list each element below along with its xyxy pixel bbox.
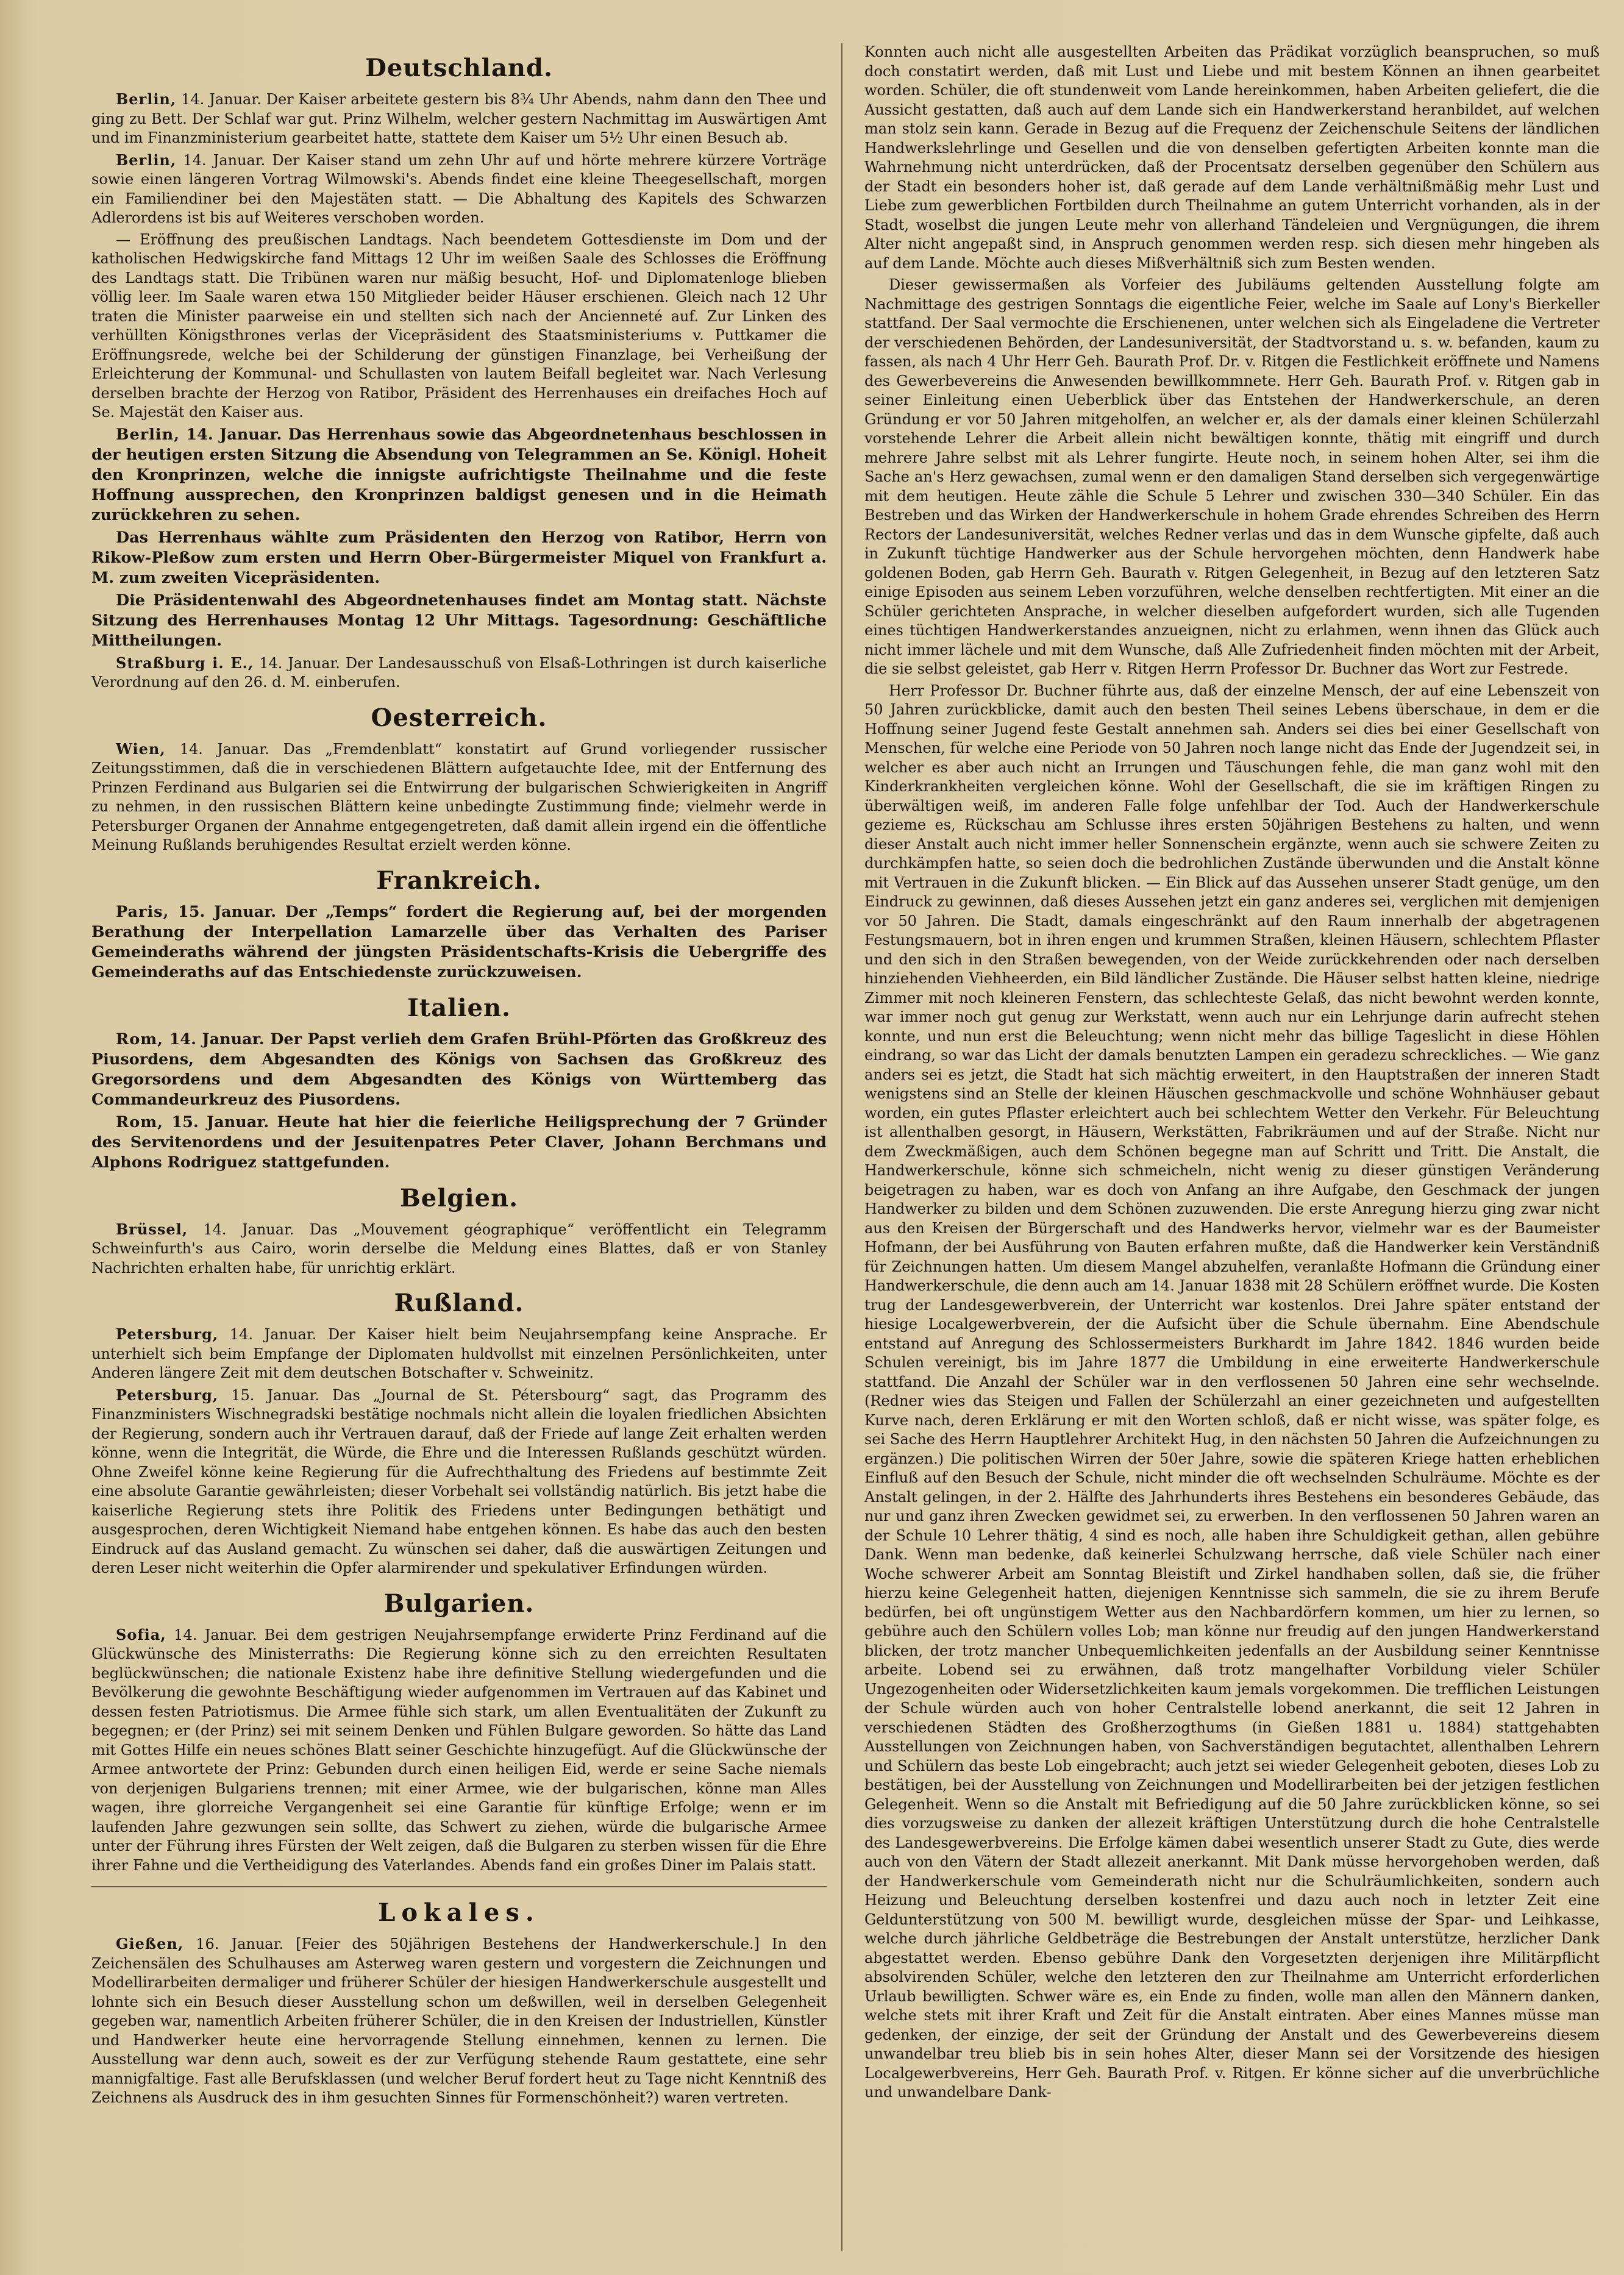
article-text: Die Präsidentenwahl des Abgeordnetenhauses findet am Montag statt. Nächste Sitzung des Herrenhauses Montag 12 Uhr Mittags. Tagesordnung: Geschäftliche Mittheilungen. — [91, 591, 827, 650]
section-heading: Deutschland. — [365, 54, 553, 82]
dateline: Sofia, — [116, 1625, 166, 1643]
dateline: Berlin, — [116, 425, 180, 444]
article-text: 14. Januar. Der Kaiser arbeitete gestern bis 8¾ Uhr Abends, nahm dann den Thee und ging zu Bett. Der Schlaf war gut. Prinz Wilhelm, welcher gestern Nachmittag im Auswärtigen Amt und im Finanzministerium gearbeitet hatte, stattete dem Kaiser um 5½ Uhr einen Besuch ab. — [91, 91, 827, 146]
article-paragraph — [91, 591, 827, 651]
section-rule — [91, 1886, 827, 1887]
article-text: 14. Januar. Der Kaiser stand um zehn Uhr auf und hörte mehrere kürzere Vorträge sowie einen längeren Vortrag Wilmowski's. Abends findet eine kleine Theegesellschaft, morgen ein Familiendiner bei den Majestäten statt. — Die Abhaltung des Kapitels des Schwarzen Adlerordens ist bis auf Weiteres verschoben worden. — [91, 151, 827, 226]
article-paragraph — [91, 1113, 827, 1173]
article-paragraph — [91, 1030, 827, 1110]
section-heading: Belgien. — [399, 1183, 519, 1212]
article-text: 14. Januar. Das Herrenhaus sowie das Abgeordnetenhaus beschlossen in der heutigen ersten Sitzung die Absendung von Telegrammen an Se. Königl. Hoheit den Kronprinzen, welche die innigste aufrichtigste Theilnahme und die feste Hoffnung aussprechen, den Kronprinzen baldigst genesen und in die Heimath zurückkehren zu sehen. — [91, 425, 827, 524]
article-paragraph — [91, 230, 827, 422]
section-heading: Frankreich. — [376, 866, 542, 895]
article-paragraph: Dieser gewissermaßen als Vorfeier des Jubiläums geltenden Ausstellung folgte am Nachmittage des gestrigen Sonntags die eigentliche Feier, welche im Saale auf Lony's Bierkeller stattfand. Der Saal vermochte die Erschienenen, unter welchen sich als Eingeladene die Vertreter der verschiedenen Behörden, der Landesuniversität, der Stadtvorstand u. s. w. befanden, kaum zu fassen, als nach 4 Uhr Herr Geh. Baurath Prof. Dr. v. Ritgen die Festlichkeit eröffnete und Namens des Gewerbevereins die Anwesenden bewillkommnete. Herr Geh. Baurath Prof. v. Ritgen gab in seiner Einleitung einen Ueberblick über das Entstehen der Handwerkerschule, an deren Gründung er vor 50 Jahren mitgeholfen, an welcher er, als der damals einer kleinen Schülerzahl vorstehende Lehrer die Arbeit allein nicht bewältigen konnte, thätig mit eingriff und durch mehrere Jahre selbst mit als Lehrer fungirte. Heute noch, in seinem hohen Alter, sei ihm die Sache an's Herz gewachsen, zumal wenn er den damaligen Stand derselben sich vergegenwärtige mit dem heutigen. Heute zähle die Schule 5 Lehrer und zwischen 330—340 Schüler. Ein das Bestreben und das Wirken der Handwerkerschule in hohem Grade ehrendes Schreiben des Herrn Rectors der Landesuniversität, welches Redner verlas und das in dem Wunsche gipfelte, daß auch in Zukunft tüchtige Handwerker aus der Schule hervorgehen möchten, denn Handwerk habe goldenen Boden, gab Herrn Geh. Baurath v. Ritgen Gelegenheit, in Bezug auf den letzteren Satz einige Episoden aus seinem Leben vorzuführen, welche denselben rechtfertigten. Mit einer an die Schüler gerichteten Ansprache, in welcher dieselben aufgefordert wurden, sich alle Tugenden eines tüchtigen Handwerkerstandes anzueignen, nicht zu erlahmen, wenn ihnen das Glück auch nicht immer lächele und mit dem Wunsche, daß Alle Zufriedenheit finden möchten mit der Arbeit, die sie selbst geleistet, gab Herr v. Ritgen Herrn Professor Dr. Buchner das Wort zur Festrede. — [864, 276, 1600, 677]
article-text: — Eröffnung des preußischen Landtags. Nach beendetem Gottesdienste im Dom und der katholischen Hedwigskirche fand Mittags 12 Uhr im weißen Saale des Schlosses die Eröffnung des Landtags statt. Die Tribünen waren nur mäßig besucht, Hof- und Diplomatenloge blieben völlig leer. Im Saale waren etwa 150 Mitglieder beider Häuser erschienen. Gleich nach 12 Uhr traten die Minister paarweise ein und stellten sich nach der Ancienneté auf. Zur Linken des verhüllten Königsthrones verlas der Vicepräsident des Staatsministeriums v. Puttkamer die Eröffnungsrede, welche bei der Schilderung der günstigen Finanzlage, bei Verheißung der Erleichterung der Kommunal- und Schullasten von lautem Beifall begleitet war. Nach Verlesung derselben brachte der Herzog von Ratibor, Präsident des Herrenhauses ein dreifaches Hoch auf Se. Majestät den Kaiser aus. — [91, 230, 827, 421]
article-text: 14. Januar. Das „Mouvement géographique“ veröffentlicht ein Telegramm Schweinfurth's aus Cairo, worin derselbe die Meldung eines Blattes, daß er von Stanley Nachrichten erhalten habe, für unrichtig erklärt. — [91, 1220, 827, 1276]
section-heading: Rußland. — [394, 1289, 524, 1317]
dateline: Petersburg, — [116, 1386, 219, 1404]
article-paragraph — [91, 1625, 827, 1876]
article-text: 15. Januar. Das „Journal de St. Pétersbourg“ sagt, das Programm des Finanzministers Wischnegradski bestätige nochmals nicht allein die loyalen friedlichen Absichten der Regierung, sondern auch ihr Vertrauen darauf, daß der Friede auf lange Zeit erhalten werden könne, wenn die Integrität, die Würde, die Ehre und die Interessen Rußlands geschützt würden. Ohne Zweifel könne keine Regierung für die Aufrechthaltung des Friedens auf bestimmte Zeit eine absolute Garantie gewährleisten; dieser Vorbehalt sei vollständig natürlich. Bis jetzt habe die kaiserliche Regierung stets ihre Politik des Friedens unter Bedingungen bethätigt und ausgesprochen, deren Wichtigkeit Niemand habe entgehen können. Es habe das auch den besten Eindruck auf das Ausland gemacht. Zu wünschen sei daher, daß die auswärtigen Zeitungen und deren Leser nicht weiterhin die Opfer alarmirender und spekulativer Erfindungen würden. — [91, 1386, 827, 1576]
article-paragraph — [91, 1386, 827, 1578]
dateline: Rom, — [116, 1113, 164, 1131]
article-paragraph — [91, 1220, 827, 1278]
article-paragraph — [91, 528, 827, 588]
dateline: Brüssel, — [116, 1220, 188, 1238]
article-text: 14. Januar. Der Landesausschuß von Elsaß-Lothringen ist durch kaiserliche Verordnung auf den 26. d. M. einberufen. — [91, 654, 827, 691]
article-text: 15. Januar. Heute hat hier die feierliche Heiligsprechung der 7 Gründer des Servitenordens und der Jesuitenpatres Peter Claver, Johann Berchmans und Alphons Rodriguez stattgefunden. — [91, 1113, 827, 1172]
article-text: 15. Januar. Der „Temps“ fordert die Regierung auf, bei der morgenden Berathung der Interpellation Lamarzelle über das Verhalten des Pariser Gemeinderaths während der jüngsten Präsidentschafts-Krisis die Uebergriffe des Gemeinderaths auf das Entschiedenste zurückzuweisen. — [91, 902, 827, 981]
article-text: 14. Januar. Der Papst verlieh dem Grafen Brühl-Pförten das Großkreuz des Piusordens, dem Abgesandten des Königs von Sachsen das Großkreuz des Gregorsordens und dem Abgesandten des Königs von Württemberg das Commandeurkreuz des Piusordens. — [91, 1030, 827, 1109]
article-paragraph — [91, 653, 827, 692]
article-text: 14. Januar. Der Kaiser hielt beim Neujahrsempfang keine Ansprache. Er unterhielt sich beim Empfange der Diplomaten huldvollst mit einzelnen Persönlichkeiten, unter Anderen längere Zeit mit dem deutschen Botschafter v. Schweinitz. — [91, 1326, 827, 1381]
article-paragraph: Herr Professor Dr. Buchner führte aus, daß der einzelne Mensch, der auf eine Lebenszeit von 50 Jahren zurückblicke, damit auch den besten Theil seines Lebens überschaue, in dem er die Hoffnung seiner Jugend feste Gestalt annehmen sah. Anders sei dies bei einer Gesellschaft von Menschen, für welche eine Periode von 50 Jahren noch lange nicht das Ende der Jugendzeit sei, in welcher es aber auch nicht an Irrungen und Täuschungen fehle, die man ganz wohl mit den Kinderkrankheiten vergleichen könne. Wohl der Gesellschaft, die sie im kräftigen Ringen zu überwältigen weiß, im anderen Falle folge unfehlbar der Tod. Auch der Handwerkerschule gezieme es, Rückschau am Schlusse ihres ersten 50jährigen Bestehens zu halten, und wenn dieser Anstalt auch nicht immer heller Sonnenschein ergänzte, wenn auch sie schwere Zeiten zu durchkämpfen hatte, so seien doch die bedrohlichen Zustände überwunden und die Anstalt könne mit Vertrauen in die Zukunft blicken. — Ein Blick auf das Aussehen unserer Stadt genüge, um den Eindruck zu gewinnen, daß dieses Aussehen jetzt ein ganz anderes sei, verglichen mit demjenigen vor 50 Jahren. Die Stadt, damals eingeschränkt auf den Raum innerhalb der abgetragenen Festungsmauern, bot in ihren engen und krummen Straßen, kleinen Häusern, schlechtem Pflaster und den sich in den Straßen bewegenden, von der Weide zurückkehrenden oder nach derselben hinziehenden Viehheerden, ein Bild ländlicher Zustände. Die Häuser selbst hatten kleine, niedrige Zimmer mit noch kleineren Fenstern, das schlechteste Gelaß, das nicht bewohnt werden konnte, war immer noch gut genug zur Werkstatt, wenn auch nur ein Lehrjunge darin aufrecht stehen konnte, und nun erst die Beleuchtung; wenn nicht mehr das billige Tageslicht in diese Höhlen eindrang, so war das Licht der damals benutzten Lampen ein geradezu schreckliches. — Wie ganz anders sei es jetzt, die Stadt hat sich mächtig erweitert, in den Hauptstraßen der inneren Stadt wenigstens sind an Stelle der kleinen Häuschen geschmackvolle und schöne Wohnhäuser gebaut worden, ein gutes Pflaster erleichtert auch bei schlechtem Wetter den Verkehr. Für Beleuchtung ist allenthalben gesorgt, in Häusern, Werkstätten, Fabrikräumen und auf der Straße. Nicht nur dem Zweckmäßigen, auch dem Schönen begegne man auf Schritt und Tritt. Die Anstalt, die Handwerkerschule, könne sich schmeicheln, nicht wenig zu dieser günstigen Veränderung beigetragen zu haben, war es doch von Anfang an ihre Aufgabe, den Geschmack der jungen Handwerker zu bilden und dem Schönen zuzuwenden. Die erste Anregung hierzu ging zwar nicht aus den Kreisen der Bürgerschaft und des Handwerks hervor, vielmehr war es der Baumeister Hofmann, der bei Ausführung von Bauten erfahren mußte, daß die Handwerker kein Verständniß für Zeichnungen hatten. Um diesem Mangel abzuhelfen, veranlaßte Hofmann die Gründung einer Handwerkerschule, die denn auch am 14. Januar 1838 mit 28 Schülern eröffnet wurde. Die Kosten trug der Landesgewerbverein, der Unterricht war kostenlos. Drei Jahre später entstand der hiesige Localgewerbverein, der die Aufsicht über die Schule übernahm. Eine Abendschule entstand auf Anregung des Schlossermeisters Burkhardt im Jahre 1842. 1846 wurden beide Schulen vereinigt, bis im Jahre 1877 die Umbildung in eine erweiterte Handwerkerschule stattfand. Die Anzahl der Schüler war in den verflossenen 50 Jahren eine sehr wechselnde. (Redner wies das Steigen und Fallen der Schülerzahl an einer gezeichneten und aufgestellten Kurve nach, deren Erklärung er mit den Worten schloß, daß er nicht wisse, was später folge, es sei Sache des Herrn Hauptlehrer Architekt Hug, in den nächsten 50 Jahren die Aufzeichnungen zu ergänzen.) Die politischen Wirren der 50er Jahre, sowie die späteren Kriege hatten erheblichen Einfluß auf den Besuch der Schule, nicht minder die oft wechselnden Schulräume. Möchte es der Anstalt gelingen, in der 2. Hälfte des Jahrhunderts ihres Bestehens ein besonderes Gebäude, das nur und ganz ihren Zwecken gewidmet sei, zu erwerben. In den verflossenen 50 Jahren waren an der Schule 10 Lehrer thätig, 4 sind es noch, alle haben ihre Schuldigkeit gethan, allen gebühre Dank. Wenn man bedenke, daß keinerlei Schulzwang herrsche, daß viele Schüler nach einer Woche schwerer Arbeit am Sonntag Bleistift und Zirkel handhaben sollen, daß sie, die früher hierzu keine Gelegenheit hatten, diejenigen Kenntnisse sich sammeln, die sie zu ihrem Berufe bedürfen, bei oft ungünstigem Wetter aus den Nachbardörfern kommen, um hier zu lernen, so gebühre auch den Schülern volles Lob; man könne nur freudig auf den jungen Handwerkerstand blicken, der trotz mancher Unbequemlichkeiten jedenfalls an der Ausbildung seiner Kenntnisse arbeite. Lobend sei zu erwähnen, daß trotz mangelhafter Vorbildung vieler Schüler Ungezogenheiten oder Widersetzlichkeiten kaum jemals vorgekommen. Die trefflichen Leistungen der Schule würden auch von hoher Centralstelle lobend anerkannt, die seit 12 Jahren in verschiedenen Städten des Großherzogthums (in Gießen 1881 u. 1884) stattgehabten Ausstellungen von Zeichnungen haben, von Sachverständigen begutachtet, allenthalben Lehrern und Schülern das beste Lob eingebracht; auch jetzt sei wieder Gelegenheit geboten, dieses Lob zu bestätigen, bei der Ausstellung von Zeichnungen und Modellirarbeiten bei der jetzigen festlichen Gelegenheit. Wenn so die Anstalt mit Befriedigung auf die 50 Jahre zurückblicken könne, so sei dies vorzugsweise zu danken der allezeit kräftigen Unterstützung durch die hohe Centralstelle des Landesgewerbvereins. Die Erfolge kämen dabei wesentlich unserer Stadt zu Gute, dies werde auch von den Vätern der Stadt allezeit anerkannt. Mit Dank müsse hervorgehoben werden, daß der Handwerkerschule vom Gemeinderath nicht nur die Schulräumlichkeiten, sondern auch Heizung und Beleuchtung derselben kostenfrei und dazu auch noch in letzter Zeit eine Geldunterstützung von 500 M. bewilligt wurde, desgleichen müsse der Spar- und Leihkasse, welche durch jährliche Geldbeträge die Bestrebungen der Anstalt unterstütze, herzlicher Dank abgestattet werden. Ebenso gebühre Dank den Vorgesetzten derjenigen ihre Militärpflicht absolvirenden Schüler, welche den letzteren den zur Theilnahme am Unterricht erforderlichen Urlaub bewilligten. Schwer wäre es, ein Ende zu finden, wolle man allen den Männern danken, welche stets mit ihrer Kraft und Zeit für die Anstalt eintraten. Aber eines Mannes müsse man gedenken, der einzige, der seit der Gründung der Anstalt und des Gewerbevereins diesem unwandelbar treu blieb bis in sein hohes Alter, dieser Mann sei der Vorsitzende des hiesigen Localgewerbvereins, Herr Geh. Baurath Prof. v. Ritgen. Er könne sicher auf die unverbrüchliche und unwandelbare Dank- — [864, 682, 1600, 2101]
article-paragraph: Konnten auch nicht alle ausgestellten Arbeiten das Prädikat vorzüglich beanspruchen, so muß doch constatirt werden, daß mit Lust und Liebe und mit bestem Können an ihnen gearbeitet worden. Schüler, die oft stundenweit vom Lande hereinkommen, haben Arbeiten geliefert, die die Aussicht gestatten, daß auch auf dem Lande sich ein Handwerkerstand heranbildet, auf welchen man stolz sein kann. Gerade in Bezug auf die Frequenz der Zeichenschule Seitens der ländlichen Handwerkslehrlinge und Gesellen und die von denselben gefertigten Arbeiten konnte man die Wahrnehmung nicht unterdrücken, daß der Procentsatz derselben gegenüber den Schülern aus der Stadt ein besonders hoher ist, daß gerade auf dem Lande verhältnißmäßig mehr Lust und Liebe zum gewerblichen Fortbilden durch Theilnahme an gutem Unterricht vorhanden, als in der Stadt, woselbst die jungen Leute mehr von allerhand Tändeleien und Vergnügungen, die ihrem Alter nicht angepaßt sind, in Anspruch genommen werden resp. sich diesen mehr hingeben als auf dem Lande. Möchte auch dieses Mißverhältniß sich zum Besten wenden. — [864, 43, 1600, 272]
article-paragraph — [91, 425, 827, 525]
article-text: 14. Januar. Das „Fremdenblatt“ konstatirt auf Grund vorliegender russischer Zeitungsstimmen, daß die in verschiedenen Blättern aufgetauchte Idee, mit der Entfernung des Prinzen Ferdinand aus Bulgarien sei die Entwirrung der bulgarischen Schwierigkeiten in Angriff zu nehmen, in den russischen Blättern keine unbedingte Zustimmung finde; vielmehr werde in Petersburger Organen der Annahme entgegengetreten, daß damit allein irgend ein die öffentliche Meinung Rußlands beruhigendes Resultat erzielt werden könne. — [91, 740, 827, 853]
section-heading: Italien. — [407, 993, 511, 1022]
article-paragraph — [91, 151, 827, 228]
dateline: Straßburg i. E., — [116, 653, 254, 672]
dateline: Berlin, — [116, 151, 177, 169]
dateline: Paris, — [116, 902, 169, 921]
section-heading: Oesterreich. — [371, 703, 547, 732]
dateline: Berlin, — [116, 90, 177, 108]
dateline: Petersburg, — [116, 1325, 219, 1343]
article-paragraph — [91, 902, 827, 983]
article-paragraph — [91, 1325, 827, 1383]
dateline: Gießen, — [116, 1935, 184, 1953]
dateline: Wien, — [116, 739, 166, 758]
article-text: 16. Januar. [Feier des 50jährigen Bestehens der Handwerkerschule.] In den Zeichensälen des Schulhauses am Asterweg waren gestern und vorgestern die Zeichnungen und Modellirarbeiten dermaliger und früherer Schüler der hiesigen Handwerkerschule ausgestellt und lohnte sich ein Besuch dieser Ausstellung schon um deßwillen, weil in derselben Gelegenheit gegeben war, namentlich Arbeiten früherer Schüler, die in den Kreisen der Industriellen, Künstler und Handwerker heute eine hervorragende Stellung einnehmen, kennen zu lernen. Die Ausstellung war denn auch, soweit es der zur Verfügung stehende Raum gestattete, eine sehr mannigfaltige. Fast alle Berufsklassen (und welcher Beruf fordert heut zu Tage nicht Kenntniß des Zeichnens als Ausdruck des in ihm gesuchten Sinnes für Formenschönheit?) waren vertreten. — [91, 1935, 827, 2106]
left-column — [91, 43, 842, 2251]
right-column — [864, 43, 1600, 2251]
section-heading: Bulgarien. — [383, 1589, 535, 1618]
section-heading: Lokales. — [378, 1898, 540, 1927]
article-text: 14. Januar. Bei dem gestrigen Neujahrsempfange erwiderte Prinz Ferdinand auf die Glückwünsche des Ministerraths: Die Regierung könne sich zu den erreichten Resultaten beglückwünschen; die nationale Existenz habe ihre definitive Stellung wiedergefunden und die Bevölkerung die gewohnte Beschäftigung wieder aufgenommen im Vertrauen auf das Kabinet und dessen festen Patriotismus. Die Armee fühle sich stark, um allen Eventualitäten der Zukunft zu begegnen; er (der Prinz) sei mit seinem Denken und Fühlen Bulgare geworden. So hätte das Land mit Gottes Hilfe ein neues schönes Blatt seiner Geschichte hinzugefügt. Auf die Glückwünsche der Armee antwortete der Prinz: Gebunden durch einen heiligen Eid, werde er seine Sache niemals von derjenigen Bulgariens trennen; mit einer Armee, wie der bulgarischen, könne man Alles wagen, ihre glorreiche Vergangenheit sei eine Garantie für künftige Erfolge; wenn er im laufenden Jahre gezwungen sein sollte, das Schwert zu ziehen, würde die bulgarische Armee unter der Führung ihres Fürsten der Welt zeigen, daß die Bulgaren zu sterben wissen für die Ehre ihrer Fahne und die Vertheidigung des Vaterlandes. Abends fand ein großes Diner im Palais statt. — [91, 1626, 827, 1874]
article-text: Das Herrenhaus wählte zum Präsidenten den Herzog von Ratibor, Herrn von Rikow-Pleßow zum ersten und Herrn Ober-Bürgermeister Miquel von Frankfurt a. M. zum zweiten Vicepräsidenten. — [91, 528, 827, 587]
article-paragraph — [91, 1934, 827, 2108]
article-paragraph — [91, 90, 827, 148]
article-paragraph — [91, 739, 827, 855]
dateline: Rom, — [116, 1030, 164, 1048]
